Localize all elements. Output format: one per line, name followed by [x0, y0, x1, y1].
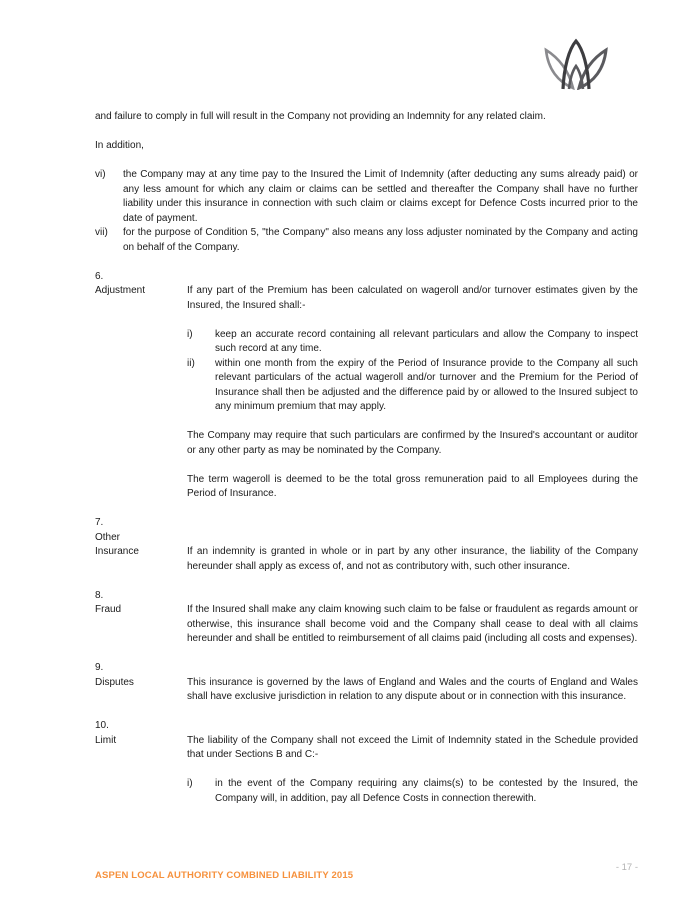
- section-number: 6.: [95, 270, 104, 282]
- list-item-text: in the event of the Company requiring any claims(s) to be contested by the Insured, the Company will, in addition, pay all Defence Costs in connection therewith.: [215, 778, 638, 804]
- section-title: Limit: [95, 734, 117, 746]
- section-number: 7.: [95, 517, 104, 528]
- section-6: [95, 270, 638, 517]
- section-title: Insurance: [95, 546, 139, 557]
- section-8: [95, 589, 638, 662]
- list-item: [187, 777, 638, 806]
- paragraph: If an indemnity is granted in whole or in part by any other insurance, the liability of the Company hereunder shall apply as excess of, and not as contributory with, such other insurance.: [187, 546, 638, 572]
- section-body: [187, 270, 638, 517]
- section-body: [187, 589, 638, 662]
- paragraph: The liability of the Company shall not exceed the Limit of Indemnity stated in the Schedule provided that under Sections B and C:-: [187, 734, 638, 760]
- section-label: [95, 270, 187, 517]
- paragraph: This insurance is governed by the laws of England and Wales and the courts of England and Wales shall have exclusive jurisdiction in relation to any dispute about or in connection with this insurance.: [187, 676, 638, 702]
- list-item: [95, 168, 638, 226]
- paragraph: The Company may require that such particulars are confirmed by the Insured's accountant or auditor or any other party as may be nominated by the Company.: [187, 430, 638, 456]
- section-10: [95, 719, 638, 821]
- section-9: [95, 661, 638, 719]
- section-7: [95, 516, 638, 589]
- paragraph: If any part of the Premium has been calculated on wageroll and/or turnover estimates given by the Insured, the Insured shall:-: [187, 285, 638, 311]
- section-title: Other: [95, 531, 121, 543]
- section-body: [187, 661, 638, 719]
- list-item-text: within one month from the expiry of the Period of Insurance provide to the Company all such relevant particulars of the actual wageroll and/or turnover and the Premium for the Period of Insurance shall then be adjusted and the difference paid by or allowed to the Insured subject to any minimum premium that may apply.: [215, 357, 638, 412]
- list-marker: ii): [187, 357, 195, 369]
- list-item-text: the Company may at any time pay to the Insured the Limit of Indemnity (after deducting any sums already paid) or any less amount for which any claim or claims can be settled and thereafter the Company shall have no further liability under this insurance in connection with such claim or claims except for Defence Costs incurred prior to the date of payment.: [123, 169, 638, 224]
- list-item: [187, 357, 638, 415]
- condition-list: [187, 777, 638, 806]
- section-label: [95, 661, 187, 719]
- aspen-logo: [542, 38, 610, 90]
- section-label: [95, 719, 187, 821]
- section-title: Adjustment: [95, 285, 146, 296]
- list-marker: vii): [95, 227, 108, 238]
- list-item-text: keep an accurate record containing all relevant particulars and allow the Company to inspect such record at any time.: [215, 328, 638, 354]
- paragraph: The term wageroll is deemed to be the total gross remuneration paid to all Employees during the Period of Insurance.: [187, 473, 638, 499]
- sections-container: [95, 270, 638, 821]
- intro-condition-list: [95, 168, 638, 255]
- intro-paragraph: and failure to comply in full will result in the Company not providing an Indemnity for any related claim.: [95, 111, 546, 122]
- in-addition-line: In addition,: [95, 140, 144, 151]
- condition-list: [187, 328, 638, 415]
- section-number: 10.: [95, 720, 109, 731]
- list-item: [187, 328, 638, 357]
- section-number: 8.: [95, 589, 104, 601]
- list-item-text: for the purpose of Condition 5, "the Company" also means any loss adjuster nominated by the Company and acting on behalf of the Company.: [123, 227, 638, 253]
- page-number: - 17 -: [615, 862, 638, 873]
- section-body: [187, 516, 638, 589]
- paragraph: If the Insured shall make any claim knowing such claim to be false or fraudulent as regards amount or otherwise, this insurance shall become void and the Company shall cease to deal with all claims hereunder and shall be entitled to reimbursement of all claims paid (including all costs and expenses).: [187, 604, 638, 644]
- section-number: 9.: [95, 662, 104, 673]
- list-item: [95, 226, 638, 255]
- list-marker: i): [187, 778, 193, 789]
- list-marker: vi): [95, 169, 106, 180]
- list-marker: i): [187, 328, 193, 340]
- section-label: [95, 516, 187, 589]
- section-title: Disputes: [95, 676, 134, 688]
- section-body: [187, 719, 638, 821]
- section-label: [95, 589, 187, 662]
- aspen-flower-icon: [542, 38, 610, 90]
- document-content: [95, 110, 638, 821]
- footer-brand: ASPEN LOCAL AUTHORITY COMBINED LIABILITY 2015: [95, 870, 354, 881]
- section-title: Fraud: [95, 604, 122, 615]
